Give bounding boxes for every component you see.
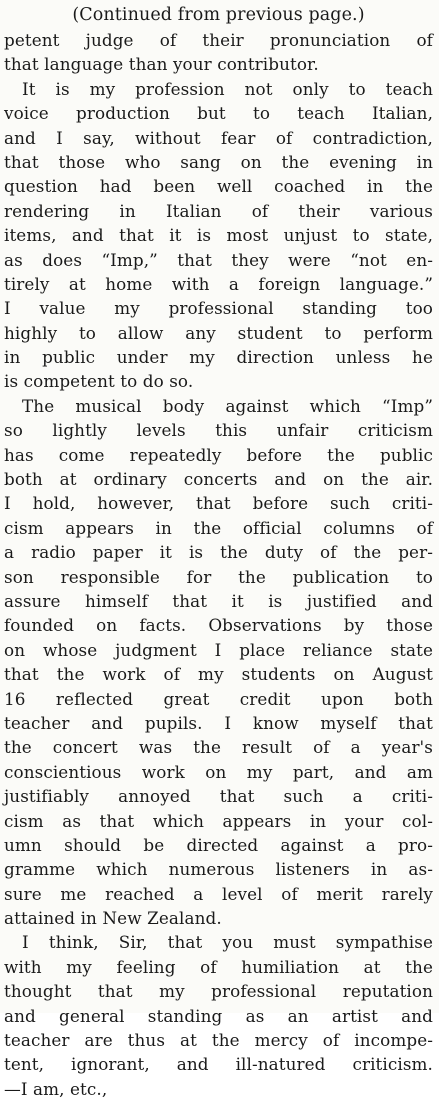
article-line: assure himself that it is justified and bbox=[4, 590, 433, 611]
article-line: son responsible for the publication to bbox=[4, 566, 433, 587]
article-line: thought that my professional reputation bbox=[4, 981, 433, 1002]
article-line: a radio paper it is the duty of the per- bbox=[4, 542, 433, 563]
article-line: tent, ignorant, and ill-natured criticism. bbox=[4, 1054, 433, 1075]
article-line: cism appears in the official columns of bbox=[4, 517, 433, 538]
article-line: and general standing as an artist and bbox=[4, 1005, 433, 1026]
continued-heading: (Continued from previous page.) bbox=[72, 5, 365, 25]
article-line: —I am, etc., bbox=[4, 1078, 108, 1099]
article-line: sure me reached a level of merit rarely bbox=[4, 883, 433, 904]
article-line: on whose judgment I place reliance state bbox=[4, 639, 433, 660]
article-line: umn should be directed against a pro- bbox=[4, 834, 433, 855]
article-line: has come repeatedly before the public bbox=[4, 444, 433, 465]
article-line: so lightly levels this unfair criticism bbox=[4, 420, 433, 441]
article-line: is competent to do so. bbox=[4, 371, 194, 392]
article-line: as does “Imp,” that they were “not en- bbox=[4, 249, 433, 270]
article-line: that language than your contributor. bbox=[4, 54, 319, 75]
article-line: I think, Sir, that you must sympathise bbox=[22, 932, 433, 953]
article-line: voice production but to teach Italian, bbox=[4, 103, 433, 124]
article-line: gramme which numerous listeners in as- bbox=[4, 859, 433, 880]
article-body bbox=[4, 28, 433, 1101]
article-line: I value my professional standing too bbox=[4, 298, 433, 319]
article-line: teacher and pupils. I know myself that bbox=[4, 712, 433, 733]
article-line: It is my profession not only to teach bbox=[22, 78, 433, 99]
article-line: petent judge of their pronunciation of bbox=[4, 30, 433, 50]
article-line: that those who sang on the evening in bbox=[4, 151, 433, 172]
article-line: conscientious work on my part, and am bbox=[4, 761, 433, 782]
article-line: teacher are thus at the mercy of incompe- bbox=[4, 1030, 433, 1051]
article-line: justifiably annoyed that such a criti- bbox=[4, 786, 433, 807]
article-line: both at ordinary concerts and on the air. bbox=[4, 469, 433, 490]
article-line: The musical body against which “Imp” bbox=[22, 395, 433, 416]
article-line: the concert was the result of a year's bbox=[4, 737, 433, 758]
article-line: question had been well coached in the bbox=[4, 176, 433, 197]
article-line: rendering in Italian of their various bbox=[4, 200, 433, 221]
article-line: items, and that it is most unjust to state, bbox=[4, 225, 433, 246]
article-line: with my feeling of humiliation at the bbox=[4, 956, 433, 977]
article-line: tirely at home with a foreign language.” bbox=[4, 273, 433, 294]
article-line: that the work of my students on August bbox=[4, 664, 433, 685]
article-line: in public under my direction unless he bbox=[4, 347, 433, 368]
article-line: highly to allow any student to perform bbox=[4, 322, 433, 343]
article-line: I hold, however, that before such criti- bbox=[4, 493, 433, 514]
article-line: cism as that which appears in your col- bbox=[4, 810, 433, 831]
article-line: and I say, without fear of contradiction, bbox=[4, 127, 433, 148]
article-line: founded on facts. Observations by those bbox=[4, 615, 433, 636]
article-line: attained in New Zealand. bbox=[4, 908, 222, 929]
article-line: 16 reflected great credit upon both bbox=[4, 688, 433, 709]
